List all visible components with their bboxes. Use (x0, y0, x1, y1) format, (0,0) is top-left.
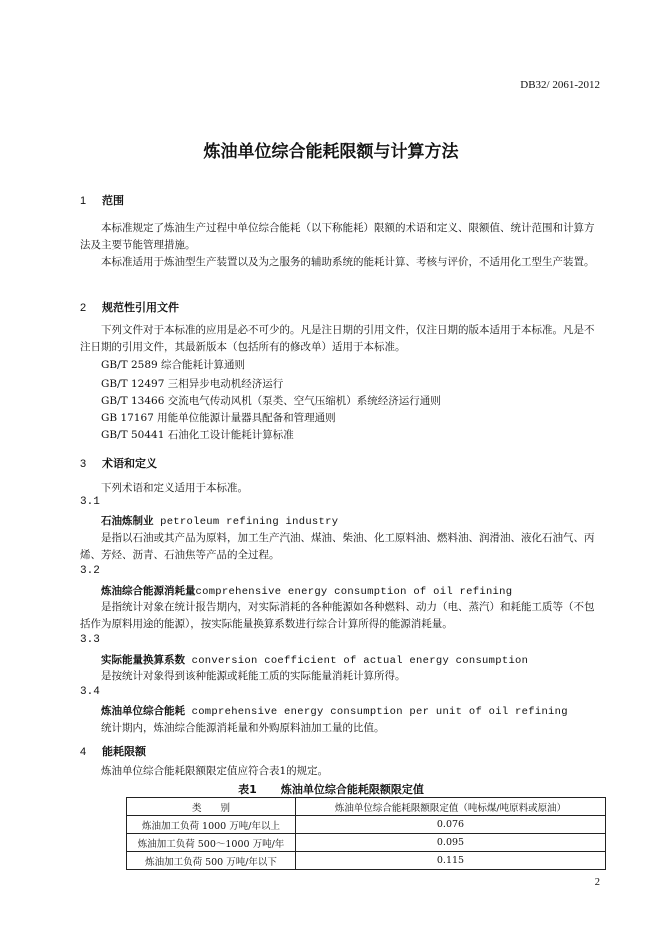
table-cell-value: 0.115 (296, 852, 606, 870)
reference-item: GB/T 2589 综合能耗计算通则 (101, 359, 246, 371)
table-label: 表1 (238, 783, 257, 796)
section-2-intro: 下列文件对于本标准的应用是必不可少的。凡是注日期的引用文件，仅注日期的版本适用于本标准。凡是不注日期的引用文件，其最新版本（包括所有的修改单）适用于本标准。 (80, 324, 595, 353)
document-code: DB32/ 2061-2012 (520, 79, 600, 91)
term-zh: 实际能量换算系数 (101, 654, 185, 666)
term-heading (101, 703, 568, 718)
term-zh: 石油炼制业 (101, 515, 154, 527)
clause-number: 3.4 (80, 686, 100, 698)
term-en: conversion coefficient of actual energy consumption (185, 655, 529, 667)
table-cell-category: 炼油加工负荷 500 万吨/年以下 (127, 852, 296, 870)
section-number: 4 (80, 746, 87, 758)
table-title: 炼油单位综合能耗限额限定值 (280, 783, 424, 796)
section-title: 范围 (102, 194, 124, 207)
table-row (127, 852, 606, 870)
table-row (127, 816, 606, 834)
term-zh: 炼油单位综合能耗 (101, 705, 185, 717)
section-number: 2 (80, 302, 87, 314)
clause-number: 3.1 (80, 496, 100, 508)
term-en: petroleum refining industry (153, 516, 339, 528)
reference-item: GB/T 13466 交流电气传动风机（泵类、空气压缩机）系统经济运行通则 (101, 395, 441, 407)
section-1-paragraph-2: 本标准适用于炼油型生产装置以及为之服务的辅助系统的能耗计算、考核与评价，不适用化工型生产装置。 (101, 256, 595, 268)
table-cell-value: 0.076 (296, 816, 606, 834)
term-definition: 是指统计对象在统计报告期内，对实际消耗的各种能源如各种燃料、动力（电、蒸汽）和耗能工质等（不包括作为原料用途的能源），按实际能量换算系数进行综合计算所得的能源消耗量。 (80, 601, 595, 630)
section-number: 1 (80, 195, 87, 207)
section-4-heading (80, 743, 146, 759)
term-definition: 是按统计对象得到该种能源或耗能工质的实际能量消耗计算所得。 (101, 670, 406, 682)
term-heading (101, 583, 512, 598)
section-3-heading (80, 455, 157, 471)
term-zh: 炼油综合能源消耗量 (101, 585, 196, 597)
section-1-heading (80, 192, 124, 208)
table-header-cell: 类 别 (127, 798, 296, 816)
reference-item: GB/T 12497 三相异步电动机经济运行 (101, 378, 284, 390)
table-caption (0, 781, 662, 797)
section-4-intro: 炼油单位综合能耗限额限定值应符合表1的规定。 (101, 765, 329, 777)
section-number: 3 (80, 458, 87, 470)
page-number: 2 (594, 877, 600, 888)
reference-item: GB/T 50441 石油化工设计能耗计算标准 (101, 429, 294, 441)
term-heading (101, 513, 338, 528)
clause-number: 3.3 (80, 634, 100, 646)
table-cell-value: 0.095 (296, 834, 606, 852)
term-en: comprehensive energy consumption per unit of oil refining (185, 706, 568, 718)
term-definition: 统计期内，炼油综合能源消耗量和外购原料油加工量的比值。 (101, 722, 385, 734)
clause-number: 3.2 (80, 565, 100, 577)
term-definition: 是指以石油或其产品为原料，加工生产汽油、煤油、柴油、化工原料油、燃料油、润滑油、液化石油气、丙烯、芳烃、沥青、石油焦等产品的全过程。 (80, 532, 595, 561)
table-header-row (127, 798, 606, 816)
term-en: comprehensive energy consumption of oil refining (195, 586, 513, 598)
table-cell-category: 炼油加工负荷 500～1000 万吨/年 (127, 834, 296, 852)
energy-limit-table (126, 797, 606, 870)
table-row (127, 834, 606, 852)
section-title: 术语和定义 (102, 457, 157, 470)
section-2-heading (80, 299, 179, 315)
term-heading (101, 652, 528, 667)
page-title: 炼油单位综合能耗限额与计算方法 (203, 142, 459, 162)
section-3-intro: 下列术语和定义适用于本标准。 (101, 482, 248, 494)
section-title: 规范性引用文件 (102, 301, 179, 314)
table-cell-category: 炼油加工负荷 1000 万吨/年以上 (127, 816, 296, 834)
reference-item: GB 17167 用能单位能源计量器具配备和管理通则 (101, 412, 336, 424)
section-1-paragraph-1: 本标准规定了炼油生产过程中单位综合能耗（以下称能耗）限额的术语和定义、限额值、统计范围和计算方法及主要节能管理措施。 (80, 222, 595, 251)
section-title: 能耗限额 (102, 745, 146, 758)
table-header-cell: 炼油单位综合能耗限额限定值（吨标煤/吨原料或原油） (296, 798, 606, 816)
